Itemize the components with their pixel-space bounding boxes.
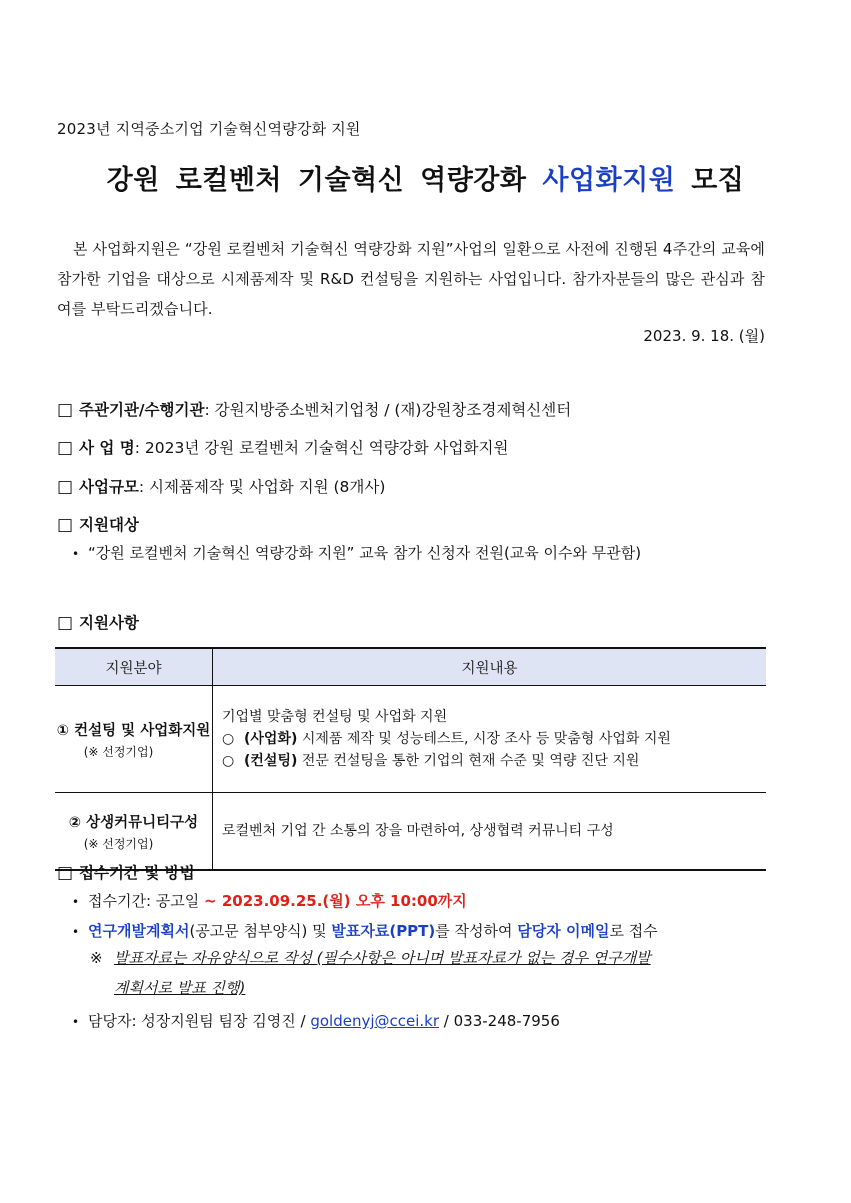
area-name: ② 상생커뮤니티구성 [68,814,199,831]
section-scale-value: : 시제품제작 및 사업화 지원 (8개사) [138,478,386,496]
title-part2: 모집 [675,165,745,196]
apply-method [72,920,658,941]
section-host [57,398,571,420]
circle-bullet-icon: ○ [222,753,235,769]
section-name [57,436,508,458]
contact-phone: / 033-248-7956 [439,1012,560,1030]
table-header-area: 지원분야 [55,648,213,686]
contact-label: 담당자: 성장지원팀 팀장 김영진 / [88,1012,311,1030]
content-item-text: 전문 컨설팅을 통한 기업의 현재 수준 및 역량 진단 지원 [297,753,640,769]
section-scale-label: 사업규모 [79,478,139,496]
table-cell-content [213,793,767,871]
table-row [55,686,766,793]
note-line1: 발표자료는 자유양식으로 작성 (필수사항은 아니며 발표자료가 없는 경우 연구개발 [114,949,651,967]
content-item-tag: (컨설팅) [244,753,298,769]
title-part1: 강원 로컬벤처 기술혁신 역량강화 [106,165,543,196]
bullet-icon: • [72,547,80,561]
content-line: 기업별 맞춤형 컨설팅 및 사업화 지원 [222,709,448,725]
checkbox-icon: □ [57,613,74,633]
content-item [222,728,757,750]
table-header-content: 지원내용 [213,648,767,686]
content-line: 로컬벤처 기업 간 소통의 장을 마련하여, 상생협력 커뮤니티 구성 [222,823,614,839]
page-title [0,158,851,197]
section-host-value: : 강원지방중소벤처기업청 / (재)강원창조경제혁신센터 [204,401,572,419]
bullet-icon: • [72,895,80,909]
section-host-label: 주관기관/수행기관 [79,401,205,419]
method-ppt: 발표자료(PPT) [331,922,436,940]
method-text: 로 접수 [609,922,658,940]
section-name-value: : 2023년 강원 로컬벤처 기술혁신 역량강화 사업화지원 [134,439,509,457]
apply-deadline: ~ 2023.09.25.(월) 오후 10:00까지 [204,892,467,910]
method-email: 담당자 이메일 [517,922,610,940]
presentation-note [90,943,766,1003]
contact-info [72,1010,560,1031]
note-line2: 계획서로 발표 진행) [114,979,246,997]
contact-email-link[interactable]: goldenyj@ccei.kr [310,1012,440,1030]
table-cell-content [213,686,767,793]
bullet-icon: • [72,1015,80,1029]
content-item-tag: (사업화) [244,731,298,747]
support-table [55,647,766,871]
bullet-icon: • [72,925,80,939]
method-text: (공고문 첨부양식) 및 [189,922,332,940]
content-item [222,750,757,772]
area-note: (※ 선정기업) [83,744,154,759]
apply-period [72,890,467,911]
target-bullet [72,542,641,563]
title-accent: 사업화지원 [542,165,676,196]
table-cell-area [55,793,213,871]
method-plan: 연구개발계획서 [88,922,190,940]
checkbox-icon: □ [57,477,74,497]
section-support-label: 지원사항 [79,614,139,632]
announcement-date: 2023. 9. 18. (월) [643,327,765,345]
checkbox-icon: □ [57,863,74,883]
circle-bullet-icon: ○ [222,731,235,747]
section-target-label: 지원대상 [79,516,139,534]
section-support [57,611,139,633]
apply-period-label: 접수기간: 공고일 [88,892,205,910]
table-cell-area [55,686,213,793]
section-scale [57,475,385,497]
content-item-text: 시제품 제작 및 성능테스트, 시장 조사 등 맞춤형 사업화 지원 [297,731,671,747]
method-text: 를 작성하여 [435,922,518,940]
checkbox-icon: □ [57,515,74,535]
table-row [55,793,766,871]
target-bullet-text: “강원 로컬벤처 기술혁신 역량강화 지원” 교육 참가 신청자 전원(교육 이수와 무관함) [88,544,642,562]
area-name: ① 컨설팅 및 사업화지원 [56,722,211,739]
section-apply-label: 접수기간 및 방법 [79,864,195,882]
area-note: (※ 선정기업) [83,836,154,851]
program-subtitle: 2023년 지역중소기업 기술혁신역량강화 지원 [57,120,361,138]
intro-paragraph: 본 사업화지원은 “강원 로컬벤처 기술혁신 역량강화 지원”사업의 일환으로 사전에 진행된 4주간의 교육에 참가한 기업을 대상으로 시제품제작 및 R&D 컨설팅을 지원하는 사업입니다. 참가자분들의 많은 관심과 참여를 부탁드리겠습니다. [57,240,765,318]
checkbox-icon: □ [57,438,74,458]
section-name-label: 사 업 명 [79,439,135,457]
reference-mark-icon: ※ [90,949,103,967]
section-target [57,513,139,535]
section-apply [57,861,195,883]
checkbox-icon: □ [57,400,74,420]
